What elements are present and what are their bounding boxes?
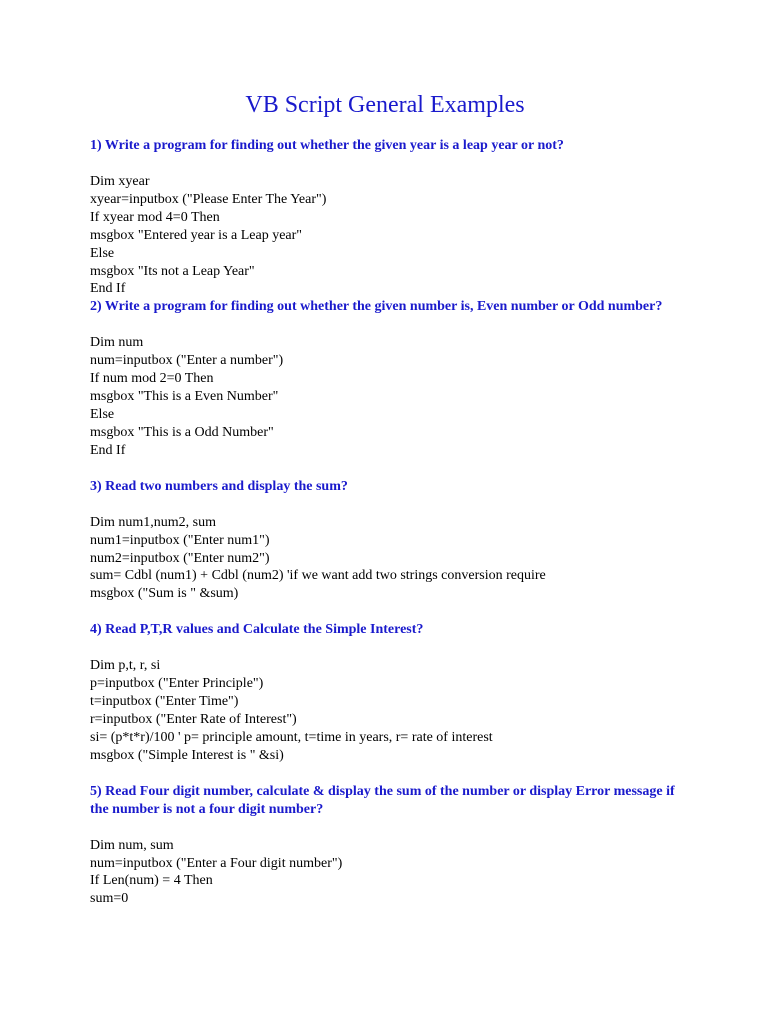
- code-line: sum=0: [90, 891, 129, 907]
- code-line: num2=inputbox ("Enter num2"): [90, 550, 270, 566]
- question-1: 1) Write a program for finding out whether the given year is a leap year or not?: [90, 138, 564, 153]
- code-line: End If: [90, 442, 126, 458]
- code-line: p=inputbox ("Enter Principle"): [90, 676, 264, 692]
- question-5: 5) Read Four digit number, calculate & display the sum of the number or display Error message if the number is not a four digit number?: [90, 783, 675, 817]
- code-line: msgbox ("Sum is " &sum): [90, 586, 239, 602]
- document-page: [90, 90, 690, 908]
- code-line: Else: [90, 245, 115, 261]
- code-line: num=inputbox ("Enter a number"): [90, 353, 284, 369]
- code-line: msgbox "Its not a Leap Year": [90, 263, 255, 279]
- code-line: If Len(num) = 4 Then: [90, 873, 213, 889]
- code-line: t=inputbox ("Enter Time"): [90, 694, 239, 710]
- question-3: 3) Read two numbers and display the sum?: [90, 478, 348, 494]
- question-2: 2) Write a program for finding out whether the given number is, Even number or Odd number?: [90, 299, 663, 315]
- code-line: si= (p*t*r)/100 ' p= principle amount, t=time in years, r= rate of interest: [90, 729, 493, 745]
- code-line: msgbox "This is a Odd Number": [90, 424, 274, 440]
- code-line: msgbox ("Simple Interest is " &si): [90, 747, 284, 763]
- code-line: r=inputbox ("Enter Rate of Interest"): [90, 711, 297, 727]
- code-line: sum= Cdbl (num1) + Cdbl (num2) 'if we want add two strings conversion require: [90, 568, 546, 584]
- code-line: Dim num, sum: [90, 837, 174, 853]
- code-line: msgbox "This is a Even Number": [90, 389, 279, 405]
- section-4: [90, 621, 690, 782]
- code-line: If num mod 2=0 Then: [90, 371, 214, 387]
- code-line: msgbox "Entered year is a Leap year": [90, 227, 303, 243]
- code-line: xyear=inputbox ("Please Enter The Year"): [90, 191, 327, 207]
- code-line: Dim num1,num2, sum: [90, 514, 217, 530]
- code-line: If xyear mod 4=0 Then: [90, 209, 220, 225]
- code-line: Else: [90, 406, 115, 422]
- code-line: num1=inputbox ("Enter num1"): [90, 532, 270, 548]
- code-line: Dim p,t, r, si: [90, 658, 161, 674]
- code-line: num=inputbox ("Enter a Four digit number"): [90, 855, 343, 871]
- section-1: [90, 137, 690, 298]
- section-3: [90, 478, 690, 622]
- code-line: Dim xyear: [90, 174, 150, 189]
- section-5: [90, 783, 690, 909]
- section-2: [90, 298, 690, 477]
- code-line: Dim num: [90, 335, 144, 351]
- page-title: VB Script General Examples: [245, 92, 525, 118]
- code-line: End If: [90, 281, 126, 297]
- question-4: 4) Read P,T,R values and Calculate the Simple Interest?: [90, 622, 424, 638]
